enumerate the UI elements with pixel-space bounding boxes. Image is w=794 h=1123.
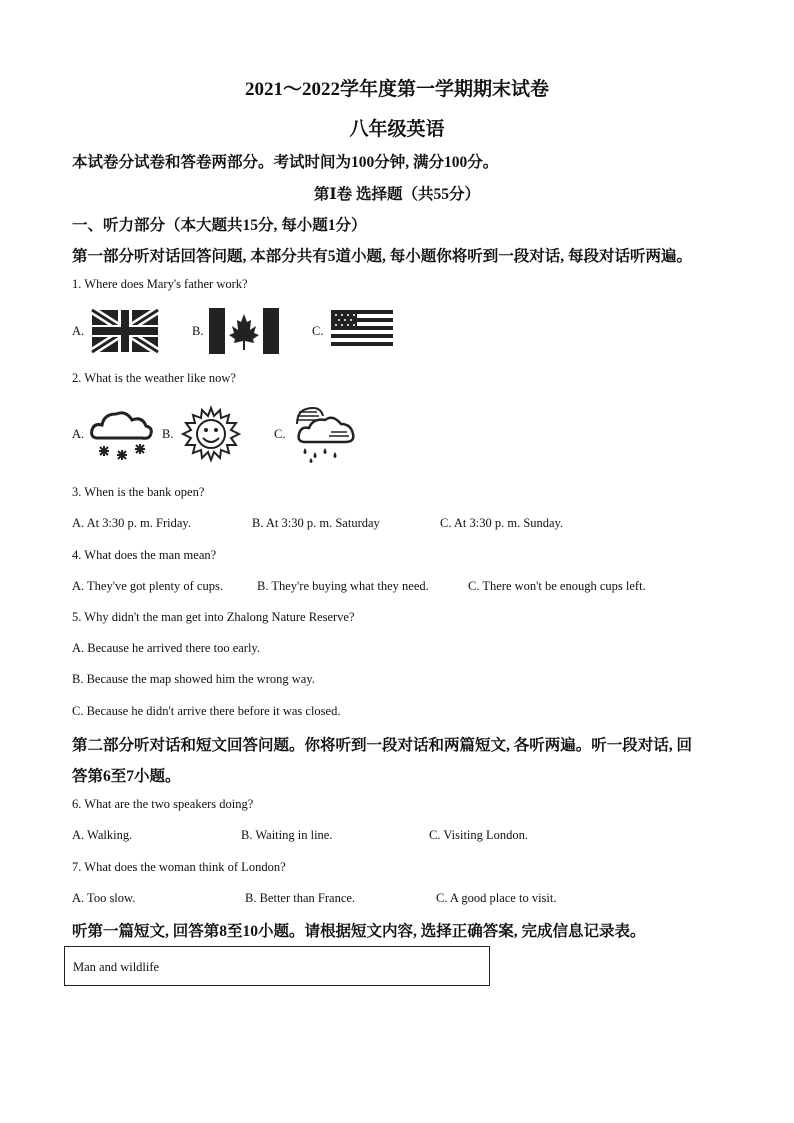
section1-heading: 一、听力部分（本大题共15分, 每小题1分） <box>72 217 367 234</box>
section1-instruction-1: 第一部分听对话回答问题, 本部分共有5道小题, 每小题你将听到一段对话, 每段对话听两遍。 <box>72 248 693 265</box>
q6-option-b: B. Waiting in line. <box>241 828 333 842</box>
option-label: B. <box>192 323 204 338</box>
option-label: C. <box>312 323 324 338</box>
option-label: A. <box>72 323 85 338</box>
question-3: 3. When is the bank open? <box>72 485 205 499</box>
q4-option-a: A. They've got plenty of cups. <box>72 579 223 593</box>
section1-instruction-2a: 第二部分听对话和短文回答问题。你将听到一段对话和两篇短文, 各听两遍。听一段对话, 回 <box>72 737 693 754</box>
question-6: 6. What are the two speakers doing? <box>72 797 254 811</box>
q1-option-c <box>312 308 399 354</box>
rain-cloud-icon <box>291 404 357 464</box>
q3-option-a: A. At 3:30 p. m. Friday. <box>72 516 191 530</box>
option-label: B. <box>162 426 174 441</box>
question-2: 2. What is the weather like now? <box>72 371 236 385</box>
q5-option-b: B. Because the map showed him the wrong way. <box>72 672 315 686</box>
question-7: 7. What does the woman think of London? <box>72 860 286 874</box>
question-5: 5. Why didn't the man get into Zhalong Nature Reserve? <box>72 610 355 624</box>
section1-instruction-3: 听第一篇短文, 回答第8至10小题。请根据短文内容, 选择正确答案, 完成信息记录表。 <box>72 923 646 940</box>
question-4: 4. What does the man mean? <box>72 548 217 562</box>
q7-option-b: B. Better than France. <box>245 891 356 905</box>
sun-icon <box>179 404 243 464</box>
usa-flag-icon <box>329 308 399 354</box>
question-1: 1. Where does Mary's father work? <box>72 277 248 291</box>
canada-flag-icon <box>209 308 279 354</box>
info-table-title: Man and wildlife <box>73 960 160 974</box>
q4-option-c: C. There won't be enough cups left. <box>468 579 646 593</box>
exam-title: 2021～2022学年度第一学期期末试卷 <box>244 79 549 100</box>
info-record-table <box>64 946 490 986</box>
part1-title: 第Ⅰ卷 选择题（共55分） <box>313 186 481 203</box>
section1-instruction-2b: 答第6至7小题。 <box>72 768 181 785</box>
q4-option-b: B. They're buying what they need. <box>257 579 429 593</box>
q2-option-b <box>162 404 243 464</box>
exam-intro: 本试卷分试卷和答卷两部分。考试时间为100分钟, 满分100分。 <box>72 154 499 171</box>
q3-option-c: C. At 3:30 p. m. Sunday. <box>440 516 564 530</box>
q5-option-a: A. Because he arrived there too early. <box>72 641 260 655</box>
q1-option-a <box>72 308 160 354</box>
q6-option-c: C. Visiting London. <box>429 828 529 842</box>
option-label: A. <box>72 426 85 441</box>
q2-option-a <box>72 404 154 464</box>
q3-option-b: B. At 3:30 p. m. Saturday <box>252 516 380 530</box>
q2-option-c <box>274 404 357 464</box>
q1-option-b <box>192 308 279 354</box>
q5-option-c: C. Because he didn't arrive there before it was closed. <box>72 704 341 718</box>
option-label: C. <box>274 426 286 441</box>
q6-option-a: A. Walking. <box>72 828 133 842</box>
snow-cloud-icon <box>90 404 154 464</box>
q7-option-c: C. A good place to visit. <box>436 891 557 905</box>
uk-flag-icon <box>90 308 160 354</box>
q7-option-a: A. Too slow. <box>72 891 136 905</box>
exam-subtitle: 八年级英语 <box>349 119 445 140</box>
